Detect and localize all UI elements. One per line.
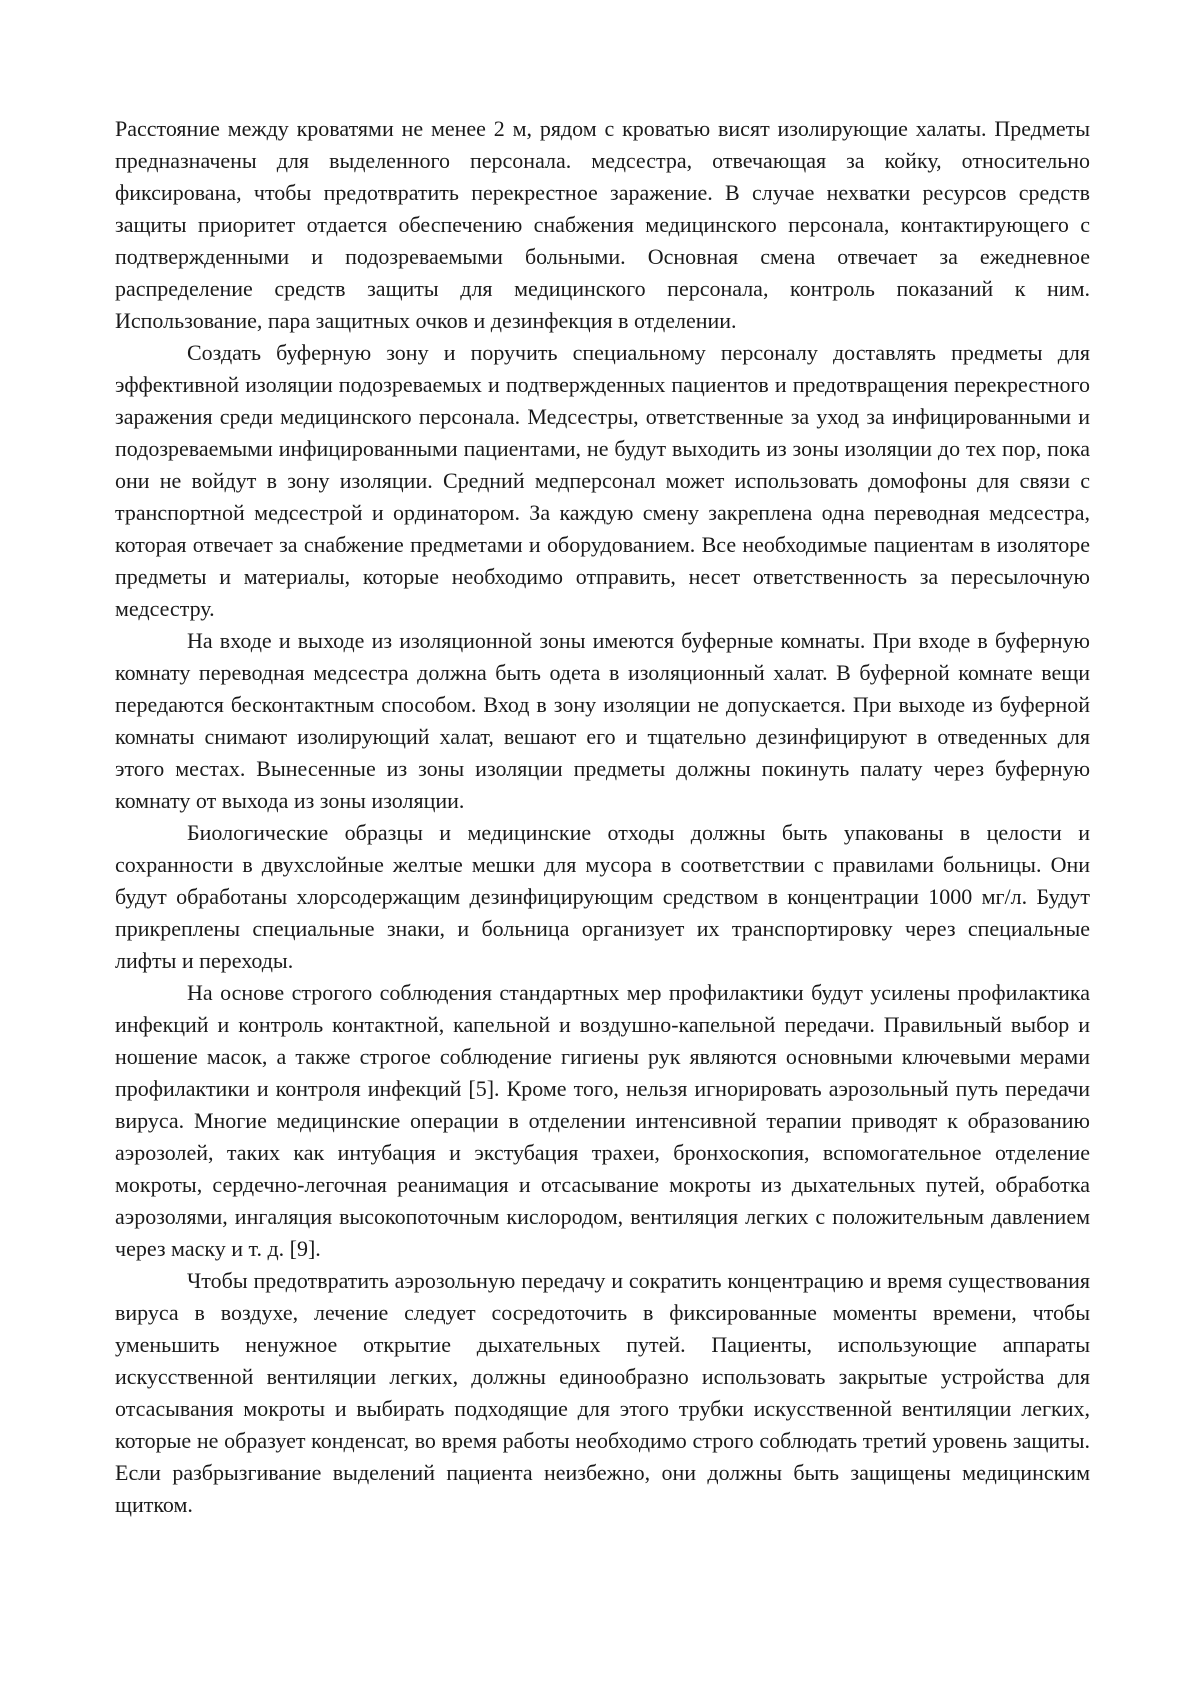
paragraph-aerosol-transmission: Чтобы предотвратить аэрозольную передачу и сократить концентрацию и время существования вируса в воздухе, лечение следует сосредоточить в фиксированные моменты времени, чтобы уменьшить ненужное открытие дыхательных путей. Пациенты, использующие аппараты искусственной вентиляции легких, должны единообразно использовать закрытые устройства для отсасывания мокроты и выбирать подходящие для этого трубки искусственной вентиляции легких, которые не образует конденсат, во время работы необходимо строго соблюдать третий уровень защиты. Если разбрызгивание выделений пациента неизбежно, они должны быть защищены медицинским щитком.	[115, 1265, 1090, 1521]
paragraph-bed-distance: Расстояние между кроватями не менее 2 м, рядом с кроватью висят изолирующие халаты. Предметы предназначены для выделенного персонала. медсестра, отвечающая за койку, относительно фиксирована, чтобы предотвратить перекрестное заражение. В случае нехватки ресурсов средств защиты приоритет отдается обеспечению снабжения медицинского персонала, контактирующего с подтвержденными и подозреваемыми больными. Основная смена отвечает за ежедневное распределение средств защиты для медицинского персонала, контроль показаний к ним. Использование, пара защитных очков и дезинфекция в отделении.	[115, 113, 1090, 337]
paragraph-buffer-zone: Создать буферную зону и поручить специальному персоналу доставлять предметы для эффективной изоляции подозреваемых и подтвержденных пациентов и предотвращения перекрестного заражения среди медицинского персонала. Медсестры, ответственные за уход за инфицированными и подозреваемыми инфицированными пациентами, не будут выходить из зоны изоляции до тех пор, пока они не войдут в зону изоляции. Средний медперсонал может использовать домофоны для связи с транспортной медсестрой и ординатором. За каждую смену закреплена одна переводная медсестра, которая отвечает за снабжение предметами и оборудованием. Все необходимые пациентам в изоляторе предметы и материалы, которые необходимо отправить, несет ответственность за пересылочную медсестру.	[115, 337, 1090, 625]
paragraph-biological-waste: Биологические образцы и медицинские отходы должны быть упакованы в целости и сохранности в двухслойные желтые мешки для мусора в соответствии с правилами больницы. Они будут обработаны хлорсодержащим дезинфицирующим средством в концентрации 1000 мг/л. Будут прикреплены специальные знаки, и больница организует их транспортировку через специальные лифты и переходы.	[115, 817, 1090, 977]
document-page	[0, 0, 1200, 1697]
paragraph-buffer-rooms: На входе и выходе из изоляционной зоны имеются буферные комнаты. При входе в буферную комнату переводная медсестра должна быть одета в изоляционный халат. В буферной комнате вещи передаются бесконтактным способом. Вход в зону изоляции не допускается. При выходе из буферной комнаты снимают изолирующий халат, вешают его и тщательно дезинфицируют в отведенных для этого местах. Вынесенные из зоны изоляции предметы должны покинуть палату через буферную комнату от выхода из зоны изоляции.	[115, 625, 1090, 817]
document-body	[115, 113, 1090, 1521]
paragraph-infection-prevention: На основе строгого соблюдения стандартных мер профилактики будут усилены профилактика инфекций и контроль контактной, капельной и воздушно-капельной передачи. Правильный выбор и ношение масок, а также строгое соблюдение гигиены рук являются основными ключевыми мерами профилактики и контроля инфекций [5]. Кроме того, нельзя игнорировать аэрозольный путь передачи вируса. Многие медицинские операции в отделении интенсивной терапии приводят к образованию аэрозолей, таких как интубация и экстубация трахеи, бронхоскопия, вспомогательное отделение мокроты, сердечно-легочная реанимация и отсасывание мокроты из дыхательных путей, обработка аэрозолями, ингаляция высокопоточным кислородом, вентиляция легких с положительным давлением через маску и т. д. [9].	[115, 977, 1090, 1265]
